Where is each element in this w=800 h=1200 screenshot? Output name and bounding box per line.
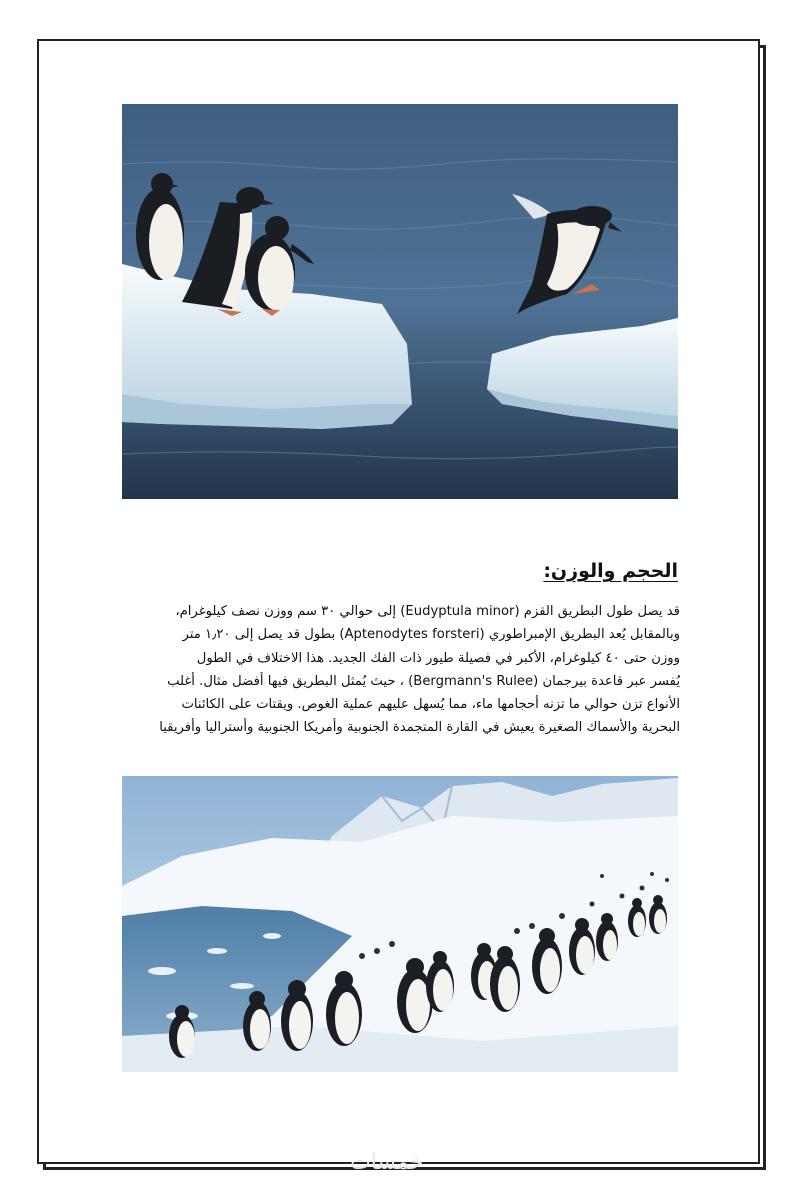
watermark: خمسات — [350, 1150, 424, 1175]
paragraph-line: البحرية والأسماك الصغيرة يعيش في القارة المتجمدة الجنوبية وأمريكا الجنوبية وأستراليا وأفريقيا — [159, 720, 680, 736]
body-paragraph — [118, 600, 680, 740]
section-heading: الحجم والوزن: — [543, 560, 678, 582]
paragraph-line: يُفسر عبر قاعدة بيرجمان (Bergmann's Rulee) ، حيث يُمثل البطريق فيها أفضل مثال. أغلب — [167, 673, 680, 689]
paragraph-line: وبالمقابل يُعد البطريق الإمبراطوري (Aptenodytes forsteri) بطول قد يصل إلى ١٫٢٠ متر — [182, 627, 680, 643]
paragraph-line: الأنواع تزن حوالي ما تزنه أحجامها ماء، مما يُسهل عليهم عملية الغوص. ويقتات على الكائنات — [181, 697, 680, 713]
paragraph-line: قد يصل طول البطريق القزم (Eudyptula minor) إلى حوالي ٣٠ سم ووزن نصف كيلوغرام، — [175, 604, 680, 619]
paragraph-line: ووزن حتى ٤٠ كيلوغرام، الأكبر في فصيلة طيور ذات الفك الجديد. هذا الاختلاف في الطول — [196, 650, 680, 666]
penguins-ice-floe-image — [122, 104, 678, 499]
penguin-colony-image — [122, 776, 678, 1072]
